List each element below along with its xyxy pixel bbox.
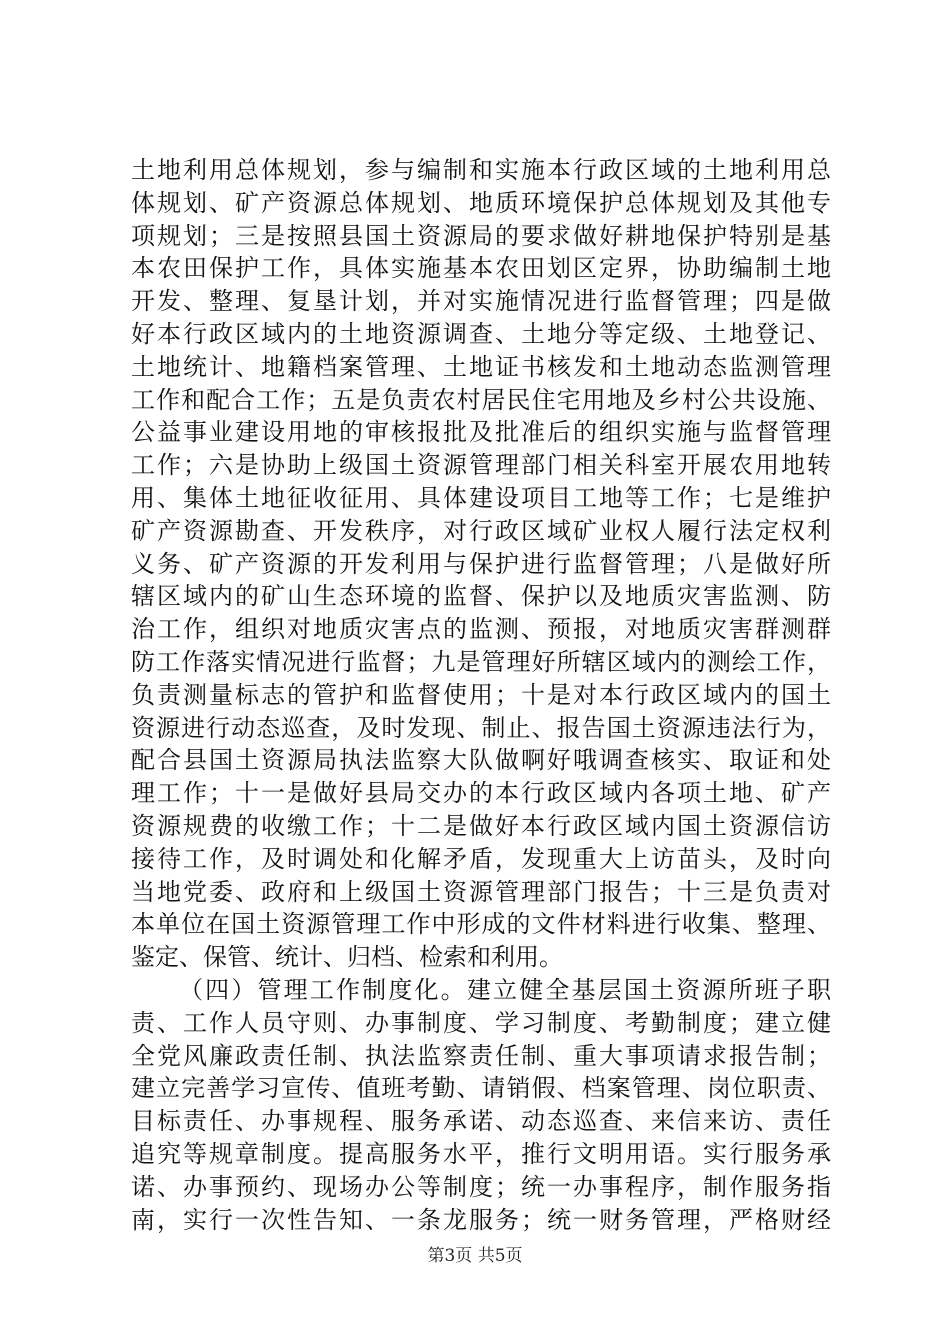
text-line: 接待工作，及时调处和化解矛盾，发现重大上访苗头，及时向 xyxy=(131,844,831,873)
text-line: 诺、办事预约、现场办公等制度；统一办事程序，制作服务指 xyxy=(131,1172,831,1201)
text-line: 工作；六是协助上级国土资源管理部门相关科室开展农用地转 xyxy=(131,451,831,480)
text-line: 本农田保护工作，具体实施基本农田划区定界，协助编制土地 xyxy=(131,254,831,283)
text-line: 开发、整理、复垦计划，并对实施情况进行监督管理；四是做 xyxy=(131,287,831,316)
text-line: 项规划；三是按照县国土资源局的要求做好耕地保护特别是基 xyxy=(131,221,831,250)
text-line: 当地党委、政府和上级国土资源管理部门报告；十三是负责对 xyxy=(131,877,831,906)
text-line: 土地统计、地籍档案管理、土地证书核发和土地动态监测管理 xyxy=(131,352,831,381)
page-number-label: 第3页 共5页 xyxy=(427,1246,523,1266)
text-line: 义务、矿产资源的开发利用与保护进行监督管理；八是做好所 xyxy=(131,549,831,578)
text-line: 本单位在国土资源管理工作中形成的文件材料进行收集、整理、 xyxy=(131,910,831,939)
text-line: 工作和配合工作；五是负责农村居民住宅用地及乡村公共设施、 xyxy=(131,385,831,414)
body-text xyxy=(131,154,831,1236)
text-line: 好本行政区域内的土地资源调查、土地分等定级、土地登记、 xyxy=(131,319,831,348)
page-footer xyxy=(0,1241,950,1266)
text-line: 防工作落实情况进行监督；九是管理好所辖区域内的测绘工作， xyxy=(131,647,831,676)
text-line: 责、工作人员守则、办事制度、学习制度、考勤制度；建立健 xyxy=(131,1008,831,1037)
text-line: 公益事业建设用地的审核报批及批准后的组织实施与监督管理 xyxy=(131,418,831,447)
text-line: 理工作；十一是做好县局交办的本行政区域内各项土地、矿产 xyxy=(131,779,831,808)
text-line: 配合县国土资源局执法监察大队做啊好哦调查核实、取证和处 xyxy=(131,746,831,775)
text-line: 资源进行动态巡查，及时发现、制止、报告国土资源违法行为， xyxy=(131,713,831,742)
text-line: 追究等规章制度。提高服务水平，推行文明用语。实行服务承 xyxy=(131,1139,831,1168)
text-line: 矿产资源勘查、开发秩序，对行政区域矿业权人履行法定权利 xyxy=(131,516,831,545)
text-line: 建立完善学习宣传、值班考勤、请销假、档案管理、岗位职责、 xyxy=(131,1074,831,1103)
text-line: 资源规费的收缴工作；十二是做好本行政区域内国土资源信访 xyxy=(131,811,831,840)
text-line: 用、集体土地征收征用、具体建设项目工地等工作；七是维护 xyxy=(131,483,831,512)
text-line: 负责测量标志的管护和监督使用；十是对本行政区域内的国土 xyxy=(131,680,831,709)
text-line: 全党风廉政责任制、执法监察责任制、重大事项请求报告制； xyxy=(131,1041,831,1070)
text-line: 土地利用总体规划，参与编制和实施本行政区域的土地利用总 xyxy=(131,156,831,184)
text-line: 南，实行一次性告知、一条龙服务；统一财务管理，严格财经 xyxy=(131,1205,831,1234)
text-line: 辖区域内的矿山生态环境的监督、保护以及地质灾害监测、防 xyxy=(131,582,831,611)
text-line: 体规划、矿产资源总体规划、地质环境保护总体规划及其他专 xyxy=(131,188,831,217)
text-line: 目标责任、办事规程、服务承诺、动态巡查、来信来访、责任 xyxy=(131,1107,831,1136)
text-line: 治工作，组织对地质灾害点的监测、预报，对地质灾害群测群 xyxy=(131,615,831,644)
paragraph-end-line: 鉴定、保管、统计、归档、检索和利用。 xyxy=(131,943,563,972)
section-four-heading-line: （四）管理工作制度化。建立健全基层国土资源所班子职 xyxy=(179,975,831,1004)
